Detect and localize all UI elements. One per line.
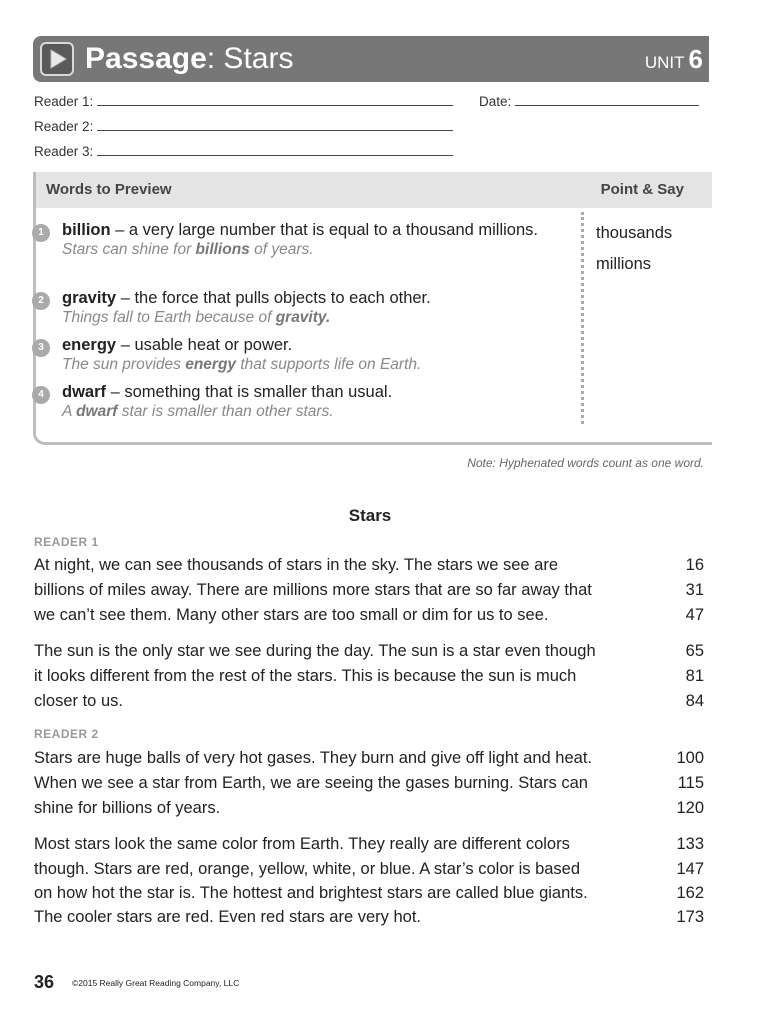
word-count: 115 [677,774,704,792]
point-say-heading: Point & Say [600,181,684,198]
unit-number: 6 [688,44,703,74]
number-badge: 3 [32,339,50,357]
passage-line: shine for billions of years. [34,799,221,817]
passage-header [33,36,709,82]
passage-line: At night, we can see thousands of stars in the sky. The stars we see are [34,556,558,574]
word-count: 47 [685,606,704,624]
vocab-entry-billion: 1 billion – a very large number that is equal to a thousand millions. Stars can shine for billions of years. [62,220,562,260]
word-count: 31 [685,581,704,599]
passage-line: The cooler stars are red. Even red stars are very hot. [34,908,422,926]
word-count: 84 [685,692,704,710]
words-to-preview-heading: Words to Preview [46,181,172,198]
point-say-word: millions [596,255,652,273]
hyphen-note: Note: Hyphenated words count as one word. [467,456,704,470]
word-count: 162 [676,884,704,902]
passage-line: though. Stars are red, orange, yellow, white, or blue. A star’s color is based [34,860,581,878]
passage-line: closer to us. [34,692,123,710]
vocab-entry-energy: 3 energy – usable heat or power. The sun provides energy that supports life on Earth. [62,335,562,375]
word-count: 173 [676,908,704,926]
passage-line: Most stars look the same color from Earth. They really are different colors [34,835,570,853]
copyright: ©2015 Really Great Reading Company, LLC [72,978,240,988]
word-count: 81 [685,667,704,685]
passage-line: Stars are huge balls of very hot gases. They burn and give off light and heat. [34,749,592,767]
reader2-field[interactable]: Reader 2: [34,118,453,134]
reader2-section-label: READER 2 [34,727,99,741]
passage-line: we can’t see them. Many other stars are too small or dim for us to see. [34,606,549,624]
story-title: Stars [348,506,392,525]
word-count: 65 [685,642,704,660]
passage-line: billions of miles away. There are millions more stars that are so far away that [34,581,592,599]
number-badge: 4 [32,386,50,404]
number-badge: 2 [32,292,50,310]
passage-line: The sun is the only star we see during the day. The sun is a star even though [34,642,596,660]
date-field[interactable]: Date: [479,93,699,109]
point-say-word: thousands [596,224,673,242]
word-count: 133 [676,835,704,853]
page-title: Passage: Stars [85,42,294,75]
page-number: 36 [34,972,55,992]
passage-line: on how hot the star is. The hottest and brightest stars are called blue giants. [34,884,588,902]
word-count: 120 [676,799,704,817]
word-count: 100 [676,749,704,767]
reader1-field[interactable]: Reader 1: [34,93,453,109]
reader3-field[interactable]: Reader 3: [34,143,453,159]
words-to-preview-box [33,172,712,445]
word-count: 16 [685,556,704,574]
unit-label: UNIT 6 [644,44,703,74]
number-badge: 1 [32,224,50,242]
passage-line: it looks different from the rest of the stars. This is because the sun is much [34,667,577,685]
word-count: 147 [676,860,704,878]
passage-line: When we see a star from Earth, we are seeing the gases burning. Stars can [34,774,588,792]
divider [581,212,584,424]
play-icon[interactable] [40,42,74,76]
reader1-section-label: READER 1 [34,535,99,549]
vocab-entry-gravity: 2 gravity – the force that pulls objects to each other. Things fall to Earth because of gravity. [62,288,562,328]
vocab-entry-dwarf: 4 dwarf – something that is smaller than usual. A dwarf star is smaller than other stars. [62,382,562,422]
words-to-preview-header [36,172,712,208]
